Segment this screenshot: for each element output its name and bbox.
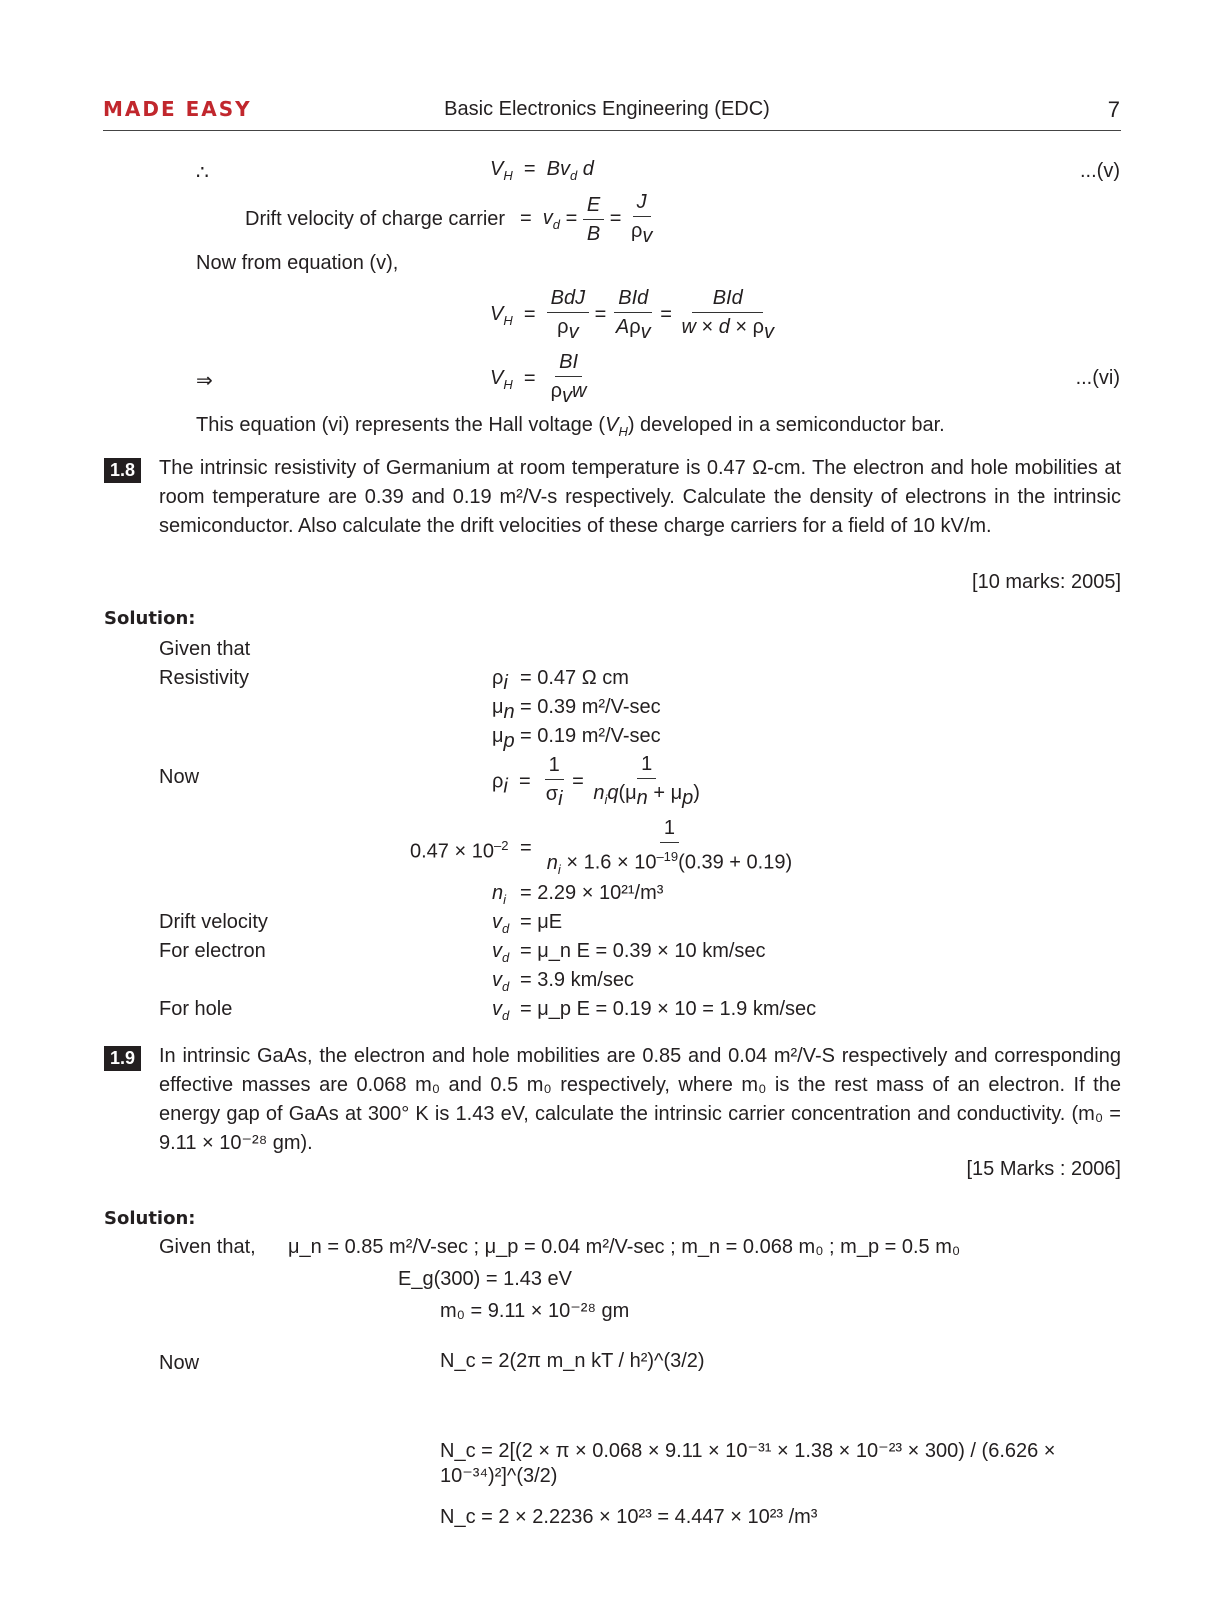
nc-substitution: N_c = 2[(2 × π × 0.068 × 9.11 × 10⁻³¹ × 1.38 × 10⁻²³ × 300) / (6.626 × 10⁻³⁴)²]^(3/2) xyxy=(440,1440,1056,1487)
rest-mass: m₀ = 9.11 × 10⁻²⁸ gm xyxy=(440,1300,630,1322)
question-1-9-text: In intrinsic GaAs, the electron and hole mobilities are 0.85 and 0.04 m²/V-S respectively and corresponding effective masses are 0.068 m₀ and 0.5 m₀ respectively, where m₀ is the rest mass of an electron. If the energy gap of GaAs at 300° K is 1.43 eV, calculate the intrinsic carrier concentration and conductivity. (m₀ = 9.11 × 10⁻²⁸ gm). xyxy=(159,1045,1121,1154)
question-1-8-text: The intrinsic resistivity of Germanium at room temperature is 0.47 Ω-cm. The electron and hole mobilities at room temperature are 0.39 and 0.19 m²/V-s respectively. Calculate the density of electrons in the intrinsic semiconductor. Also calculate the drift velocities of these charge carriers for a field of 10 kV/m. xyxy=(159,457,1121,537)
vd-symbol-2: $v_d$ xyxy=(492,940,510,965)
header-rule xyxy=(103,130,1121,131)
given-values: μ_n = 0.85 m²/V-sec ; μ_p = 0.04 m²/V-sec ; m_n = 0.068 m₀ ; m_p = 0.5 m₀ xyxy=(288,1236,961,1258)
nc-result: N_c = 2 × 2.2236 × 10²³ = 4.447 × 10²³ /m³ xyxy=(440,1506,818,1528)
implies-symbol: ⇒ xyxy=(196,370,213,392)
nc-formula: N_c = 2(2π m_n kT / h²)^(3/2) xyxy=(440,1350,705,1372)
question-1-9-marks: [15 Marks : 2006] xyxy=(966,1158,1121,1180)
equation-vi-tag: ...(vi) xyxy=(1075,367,1120,389)
mu-p-symbol: $\mu_p$ xyxy=(492,725,515,752)
hall-note-part-a: This equation (vi) represents the Hall voltage ( xyxy=(196,414,606,436)
mu-n-value: = 0.39 m²/V-sec xyxy=(520,696,661,718)
brand-logo: MADE EASY xyxy=(103,97,252,121)
vd-hole-result: = μ_p E = 0.19 × 10 = 1.9 km/sec xyxy=(520,998,817,1020)
given-that-label: Given that xyxy=(159,638,251,660)
solution-heading-1-8: Solution: xyxy=(104,608,196,629)
solution-heading-1-9: Solution: xyxy=(104,1208,196,1229)
question-number-1-9: 1.9 xyxy=(104,1046,141,1071)
equation-vh: $V_H$ = $\frac{\text{BdJ}}{\rho_v}$ = $\frac{\text{BId}}{A\rho_v}$ = $\frac{\text{BId}}{w \times d \times \rho_v}$ xyxy=(490,287,774,343)
resistivity-substituted: = $\frac{1}{n_i \times 1.6 \times 10^{-19}(0.39 + 0.19)}$ xyxy=(520,817,793,877)
now-label: Now xyxy=(159,766,200,788)
equation-v: $V_H = Bv_d$ d xyxy=(490,158,594,183)
vd-electron-calc: = μ_n E = 0.39 × 10 km/sec xyxy=(520,940,766,962)
vd-mu-e: = μE xyxy=(520,911,563,933)
vd-symbol-3: $v_d$ xyxy=(492,969,510,994)
now-from-equation: Now from equation (v), xyxy=(196,252,399,274)
equation-vi: $V_H$ = $\frac{BI}{\rho_vw}$ xyxy=(490,351,587,407)
rho-i-value: = 0.47 Ω cm xyxy=(520,667,629,689)
mu-p-value: = 0.19 m²/V-sec xyxy=(520,725,661,747)
running-title: Basic Electronics Engineering (EDC) xyxy=(444,98,770,120)
drift-velocity-label: Drift velocity of charge carrier xyxy=(245,208,506,230)
now-label-2: Now xyxy=(159,1352,200,1374)
hall-voltage-note: This equation (vi) represents the Hall voltage $(V_H)$ developed in a semiconductor bar. xyxy=(196,414,945,439)
mu-n-symbol: $\mu_n$ xyxy=(492,696,515,723)
resistivity-lhs: $0.47 \times 10^{-2}$ xyxy=(410,838,509,863)
ni-value: = 2.29 × 10²¹/m³ xyxy=(520,882,664,904)
therefore-symbol: ∴ xyxy=(196,162,209,184)
drift-velocity-equation: = $v_d$ = $\frac{E}{B}$ = $\frac{J}{\rho_v}$ xyxy=(520,191,653,247)
page-number: 7 xyxy=(1107,97,1120,122)
rho-i-symbol: $\rho_i$ xyxy=(492,667,508,694)
resistivity-label: Resistivity xyxy=(159,667,250,689)
drift-velocity-heading: Drift velocity xyxy=(159,911,268,933)
question-number-1-8: 1.8 xyxy=(104,458,141,483)
equation-v-tag: ...(v) xyxy=(1080,160,1120,182)
resistivity-relation: $\rho_i$ = $\frac{1}{\sigma_i}$ = $\frac{1}{n_iq(\mu_n + \mu_p)}$ xyxy=(492,753,700,810)
for-hole-label: For hole xyxy=(159,998,233,1020)
vd-symbol-4: $v_d$ xyxy=(492,998,510,1023)
vd-symbol-1: $v_d$ xyxy=(492,911,510,936)
hall-note-part-b: ) developed in a semiconductor bar. xyxy=(627,414,945,436)
for-electron-label: For electron xyxy=(159,940,266,962)
energy-gap: E_g(300) = 1.43 eV xyxy=(398,1268,573,1290)
ni-symbol: $n_i$ xyxy=(492,882,507,907)
question-1-8-marks: [10 marks: 2005] xyxy=(972,571,1121,593)
vd-electron-result: = 3.9 km/sec xyxy=(520,969,634,991)
given-that-label-2: Given that, xyxy=(159,1236,256,1258)
